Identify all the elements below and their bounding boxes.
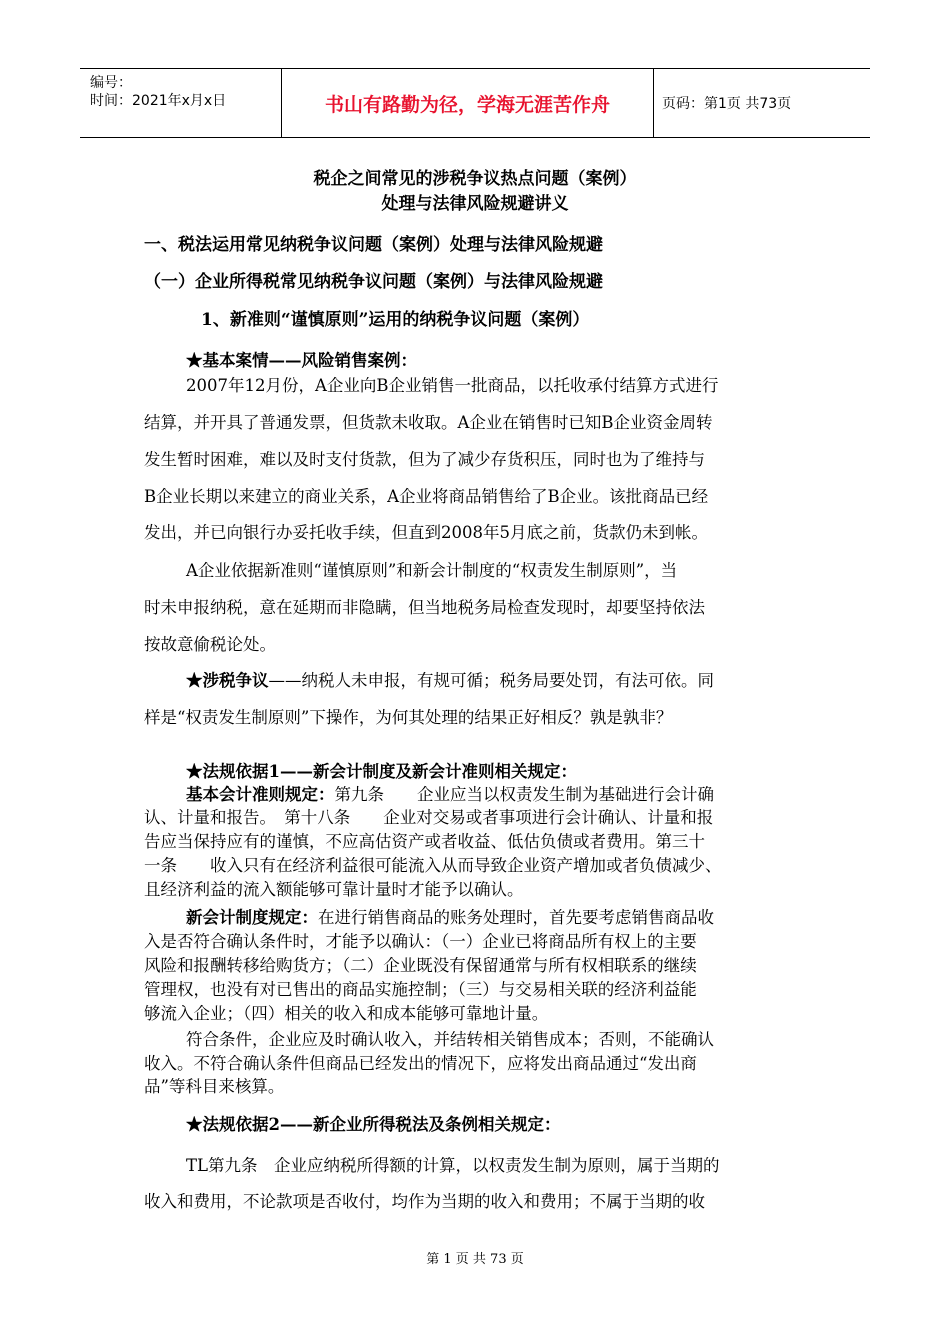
basic-standard-label: 基本会计准则规定：: [186, 785, 335, 804]
case-heading: ★基本案情——风险销售案例：: [186, 351, 417, 370]
law1-new-line1: [186, 904, 714, 928]
case-p1-line: 发生暂时困难，难以及时支付货款，但为了减少存货积压，同时也为了维持与: [144, 450, 705, 469]
law2-line: TL第九条 企业应纳税所得额的计算，以权责发生制为原则，属于当期的: [186, 1156, 720, 1175]
law1-basic-line: 认、计量和报告。 第十八条 企业对交易或者事项进行会计确认、计量和报: [144, 808, 714, 827]
case-p2-line: 按故意偷税论处。: [144, 635, 276, 654]
number-label: 编号：: [90, 75, 132, 91]
dispute-line1: [186, 667, 714, 691]
section-heading-1: 一、税法运用常见纳税争议问题（案例）处理与法律风险规避: [144, 235, 603, 255]
law2-heading: ★法规依据2——新企业所得税法及条例相关规定：: [186, 1115, 561, 1134]
law1-basic-line: 告应当保持应有的谨慎，不应高估资产或者收益、低估负债或者费用。第三十: [144, 832, 705, 851]
case-p1-line: 结算，并开具了普通发票，但货款未收取。A企业在销售时已知B企业资金周转: [144, 413, 713, 432]
dispute-text: ——纳税人未申报，有规可循；税务局要处罚，有法可依。同: [268, 671, 714, 690]
dispute-heading: ★涉税争议: [186, 671, 269, 690]
page-footer: 第 1 页 共 73 页: [426, 1252, 524, 1267]
document-title-line2: 处理与法律风险规避讲义: [381, 194, 569, 214]
case-p2-line: A企业依据新准则“谨慎原则”和新会计制度的“权责发生制原则”，当: [186, 561, 678, 580]
header-left-cell: [80, 69, 282, 137]
case-p1-line: 2007年12月份，A企业向B企业销售一批商品，以托收承付结算方式进行: [186, 376, 719, 395]
law1-new-line: 入是否符合确认条件时，才能予以确认：（一）企业已将商品所有权上的主要: [144, 932, 697, 951]
case-p1-line: 发出，并已向银行办妥托收手续，但直到2008年5月底之前，货款仍未到帐。: [144, 523, 708, 542]
law1-basic-line: 且经济利益的流入额能够可靠计量时才能予以确认。: [144, 880, 524, 899]
time-label: 时间：2021年x月x日: [90, 93, 227, 109]
law1-heading: ★法规依据1——新会计制度及新会计准则相关规定：: [186, 762, 577, 781]
law1-cond-line: 收入。不符合确认条件但商品已经发出的情况下，应将发出商品通过“发出商: [144, 1054, 697, 1073]
law1-basic-line1: [186, 781, 714, 805]
page-header: [80, 68, 870, 138]
section-heading-2: （一）企业所得税常见纳税争议问题（案例）与法律风险规避: [144, 272, 603, 292]
law1-cond-line: 品”等科目来核算。: [144, 1077, 285, 1096]
new-system-label: 新会计制度规定：: [186, 908, 318, 927]
dispute-line2: 样是“权责发生制原则”下操作，为何其处理的结果正好相反？孰是孰非？: [144, 708, 673, 727]
law1-new-line: 够流入企业；（四）相关的收入和成本能够可靠地计量。: [144, 1004, 549, 1023]
law2-line: 收入和费用，不论款项是否收付，均作为当期的收入和费用；不属于当期的收: [144, 1192, 705, 1211]
law1-cond-line: 符合条件，企业应及时确认收入，并结转相关销售成本；否则，不能确认: [186, 1030, 714, 1049]
basic-standard-text: 第九条 企业应当以权责发生制为基础进行会计确: [334, 785, 714, 804]
law1-new-line: 风险和报酬转移给购货方；（二）企业既没有保留通常与所有权相联系的继续: [144, 956, 697, 975]
case-p1-line: B企业长期以来建立的商业关系，A企业将商品销售给了B企业。该批商品已经: [144, 487, 709, 506]
section-heading-3: 1、新准则“谨慎原则”运用的纳税争议问题（案例）: [201, 310, 590, 330]
document-title-line1: 税企之间常见的涉税争议热点问题（案例）: [313, 169, 637, 189]
law1-new-line: 管理权，也没有对已售出的商品实施控制；（三）与交易相关联的经济利益能: [144, 980, 697, 999]
law1-basic-line: 一条 收入只有在经济利益很可能流入从而导致企业资产增加或者负债减少、: [144, 856, 722, 875]
page-info: 页码：第1页 共73页: [662, 96, 792, 112]
new-system-text: 在进行销售商品的账务处理时，首先要考虑销售商品收: [318, 908, 714, 927]
motto: 书山有路勤为径，学海无涯苦作舟: [282, 69, 654, 137]
case-p2-line: 时未申报纳税，意在延期而非隐瞒，但当地税务局检查发现时，却要坚持依法: [144, 598, 705, 617]
